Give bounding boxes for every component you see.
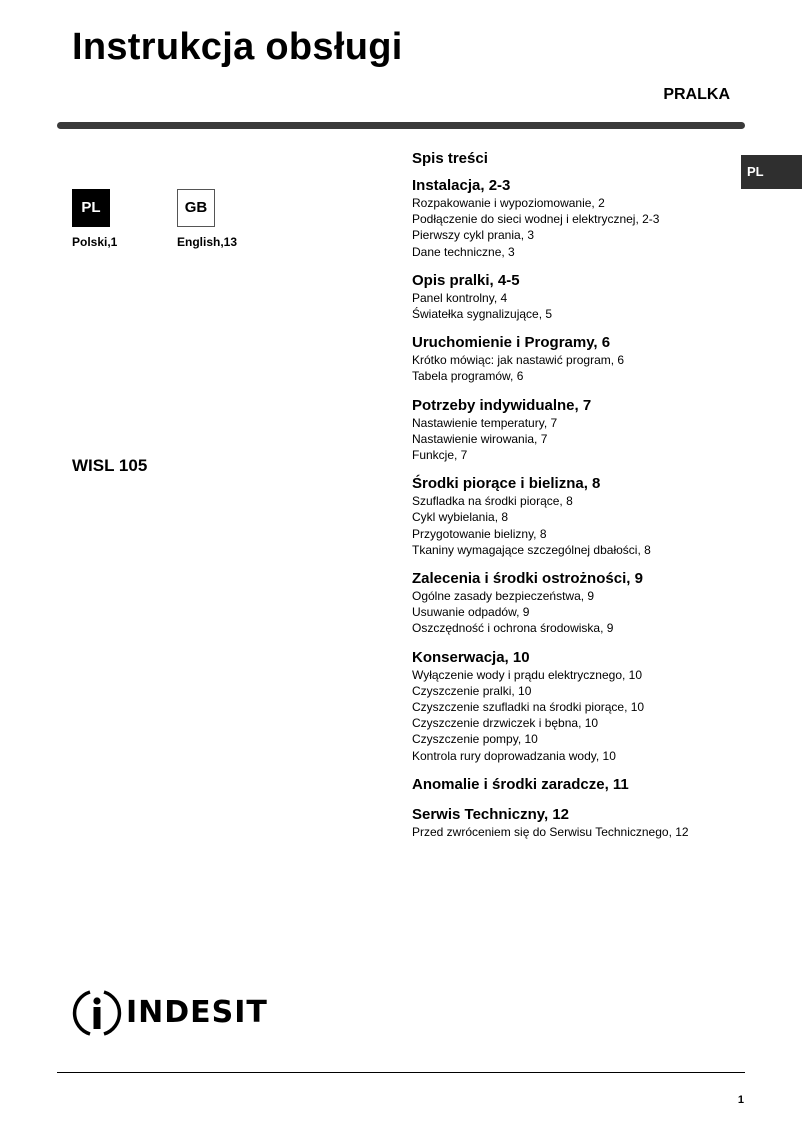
toc-item[interactable]: Podłączenie do sieci wodnej i elektrycznej, 2-3 [412,212,660,227]
toc-item[interactable]: Tabela programów, 6 [412,369,524,384]
product-type: PRALKA [663,86,730,103]
toc-section [412,177,742,260]
toc-item[interactable]: Rozpakowanie i wypoziomowanie, 2 [412,196,605,210]
toc-section [412,272,742,322]
toc-section-title[interactable]: Instalacja, 2-3 [412,177,511,194]
toc-item[interactable]: Czyszczenie pralki, 10 [412,683,532,698]
toc-section-title[interactable]: Środki piorące i bielizna, 8 [412,475,601,493]
toc-item[interactable]: Ogólne zasady bezpieczeństwa, 9 [412,589,595,604]
toc-item[interactable]: Czyszczenie pompy, 10 [412,732,538,747]
toc-section [412,570,742,637]
toc-item[interactable]: Pierwszy cykl prania, 3 [412,228,535,243]
toc-item[interactable]: Krótko mówiąc: jak nastawić program, 6 [412,353,625,368]
toc-item[interactable]: Szufladka na środki piorące, 8 [412,494,573,509]
toc-item[interactable]: Czyszczenie drzwiczek i bębna, 10 [412,716,599,731]
toc-section [412,475,742,558]
toc-item[interactable]: Oszczędność i ochrona środowiska, 9 [412,621,614,636]
language-label-gb: English,13 [177,235,238,249]
toc-section-title[interactable]: Uruchomienie i Programy, 6 [412,334,611,352]
footer-divider [57,1072,745,1073]
page-title: Instrukcja obsługi [72,26,403,68]
toc-item[interactable]: Tkaniny wymagające szczególnej dbałości, 8 [412,542,651,557]
toc-item[interactable]: Panel kontrolny, 4 [412,290,508,305]
toc-item[interactable]: Funkcje, 7 [412,448,468,463]
language-label-pl: Polski,1 [72,235,118,249]
toc-section [412,649,742,764]
toc-section [412,776,742,794]
toc-item[interactable]: Przed zwróceniem się do Serwisu Technicznego, 12 [412,824,689,839]
toc-item[interactable]: Przygotowanie bielizny, 8 [412,526,547,541]
table-of-contents [412,150,742,852]
header-divider [57,122,745,129]
toc-item[interactable]: Usuwanie odpadów, 9 [412,605,530,620]
toc-section [412,397,742,464]
brand-name: INDESIT [126,995,268,1030]
language-side-tab[interactable]: PL [741,155,802,189]
toc-section-title[interactable]: Konserwacja, 10 [412,648,530,666]
toc-section-title[interactable]: Opis pralki, 4-5 [412,271,520,289]
toc-item[interactable]: Nastawienie wirowania, 7 [412,431,548,446]
model-name: WISL 105 [72,456,148,475]
toc-item[interactable]: Kontrola rury doprowadzania wody, 10 [412,748,616,763]
toc-section-title[interactable]: Potrzeby indywidualne, 7 [412,396,592,414]
toc-section-title[interactable]: Anomalie i środki zaradcze, 11 [412,775,629,793]
toc-item[interactable]: Nastawienie temperatury, 7 [412,415,558,430]
page-number: 1 [737,1094,744,1106]
language-badge-pl[interactable]: PL [72,189,110,227]
toc-heading: Spis treści [412,150,488,167]
toc-item[interactable]: Wyłączenie wody i prądu elektrycznego, 10 [412,667,643,682]
toc-item[interactable]: Cykl wybielania, 8 [412,510,509,525]
indesit-logo-icon [72,988,122,1038]
toc-item[interactable]: Dane techniczne, 3 [412,244,515,259]
toc-section-title[interactable]: Zalecenia i środki ostrożności, 9 [412,570,643,588]
language-badge-gb[interactable]: GB [177,189,215,227]
toc-section [412,806,742,840]
toc-item[interactable]: Światełka sygnalizujące, 5 [412,307,553,322]
brand-logo [72,988,268,1038]
toc-sections [412,177,742,840]
toc-section-title[interactable]: Serwis Techniczny, 12 [412,805,570,823]
toc-item[interactable]: Czyszczenie szufladki na środki piorące, 10 [412,700,645,715]
toc-section [412,334,742,384]
